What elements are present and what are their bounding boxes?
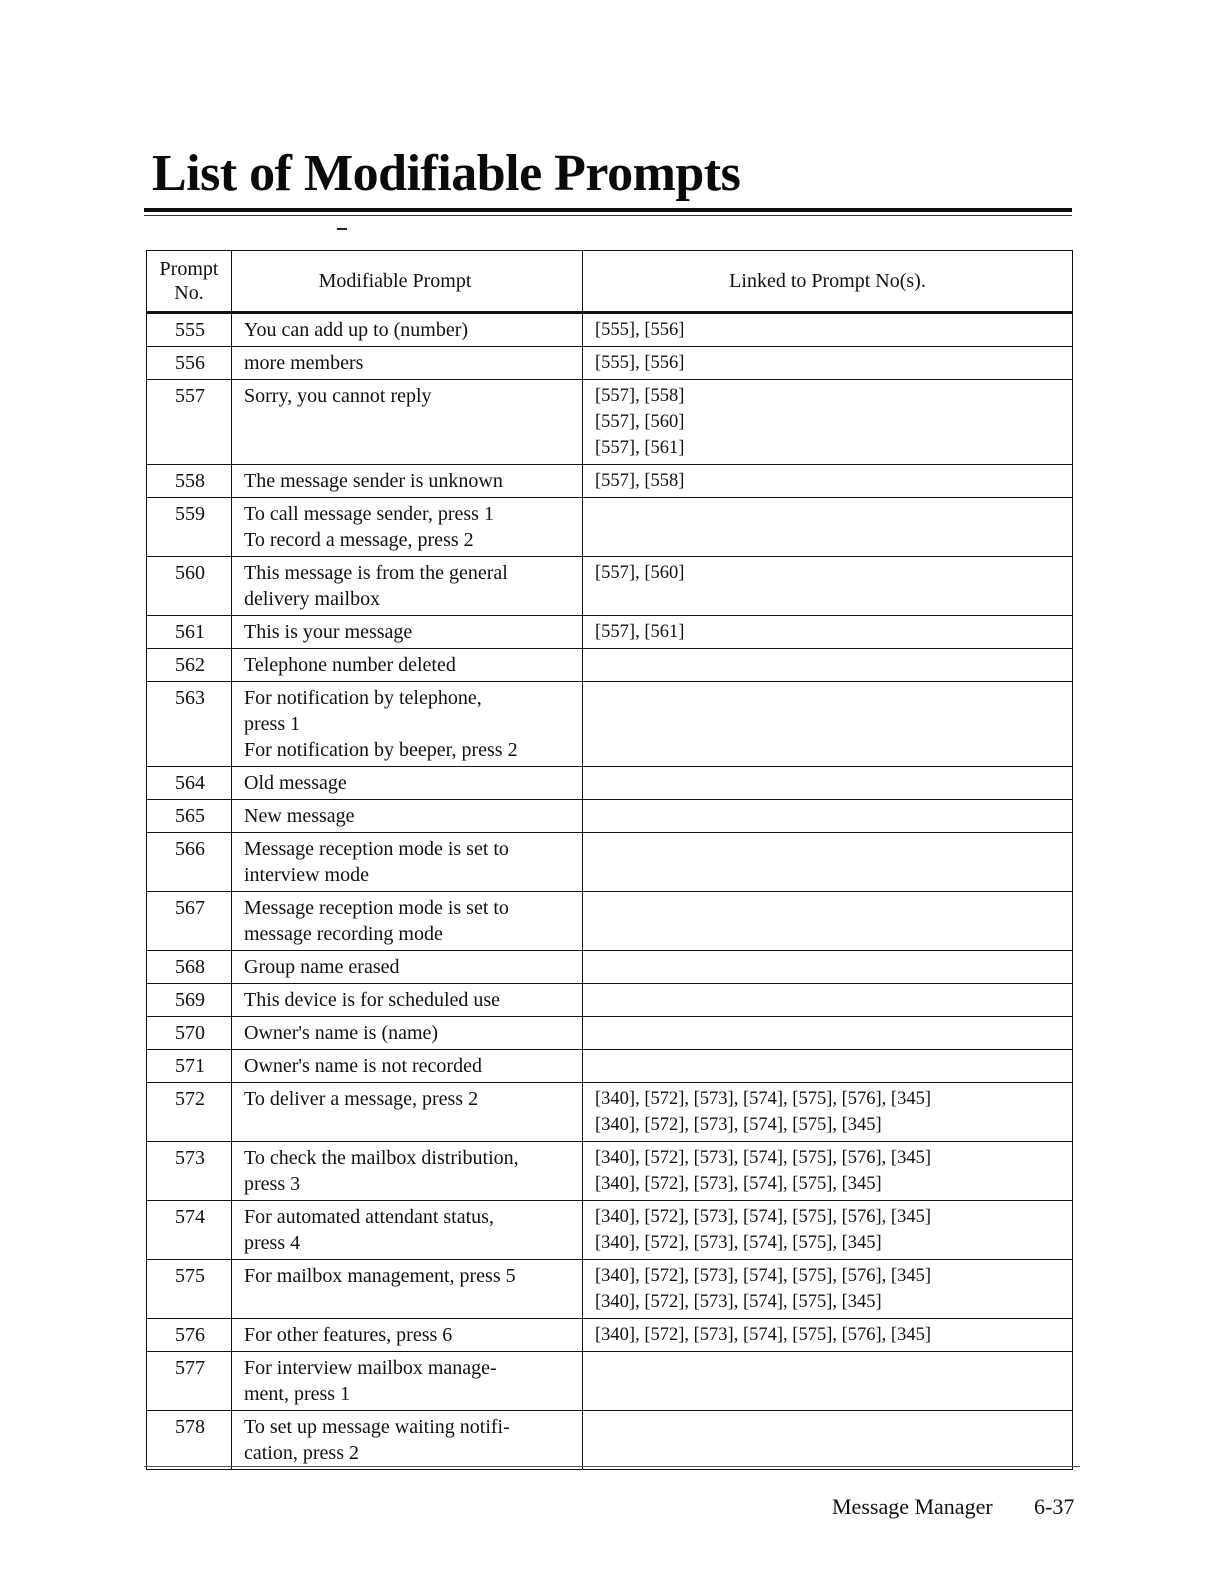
table-row [147,951,1073,984]
cell-prompt-no: 566 [147,833,232,892]
cell-prompt-no: 575 [147,1260,232,1319]
cell-modifiable-prompt: Telephone number deleted [232,649,583,682]
table-row [147,1201,1073,1260]
cell-modifiable-prompt: Sorry, you cannot reply [232,380,583,465]
cell-prompt-no: 560 [147,557,232,616]
table-row [147,1319,1073,1352]
table-row [147,465,1073,498]
table-row [147,649,1073,682]
cell-linked-prompts: [340], [572], [573], [574], [575], [576], [345] [583,1319,1073,1352]
cell-prompt-no: 574 [147,1201,232,1260]
footer-section-label: Message Manager [832,1494,993,1519]
cell-linked-prompts [583,1411,1073,1470]
cell-prompt-no: 559 [147,498,232,557]
cell-linked-prompts: [555], [556] [583,313,1073,347]
cell-prompt-no: 564 [147,767,232,800]
cell-modifiable-prompt: Owner's name is (name) [232,1017,583,1050]
table-row [147,800,1073,833]
cell-modifiable-prompt: The message sender is unknown [232,465,583,498]
cell-linked-prompts [583,1050,1073,1083]
cell-modifiable-prompt: For automated attendant status, press 4 [232,1201,583,1260]
cell-prompt-no: 558 [147,465,232,498]
cell-linked-prompts: [340], [572], [573], [574], [575], [576], [345] [340], [572], [573], [574], [575], [345] [583,1260,1073,1319]
cell-linked-prompts [583,951,1073,984]
cell-prompt-no: 567 [147,892,232,951]
table-row [147,833,1073,892]
table-row [147,682,1073,767]
cell-modifiable-prompt: To call message sender, press 1 To record a message, press 2 [232,498,583,557]
cell-linked-prompts [583,800,1073,833]
table-row [147,1017,1073,1050]
cell-prompt-no: 573 [147,1142,232,1201]
cell-modifiable-prompt: Owner's name is not recorded [232,1050,583,1083]
cell-linked-prompts [583,649,1073,682]
scan-mark [337,228,347,230]
cell-prompt-no: 556 [147,347,232,380]
cell-modifiable-prompt: You can add up to (number) [232,313,583,347]
cell-linked-prompts: [557], [560] [583,557,1073,616]
cell-prompt-no: 569 [147,984,232,1017]
cell-linked-prompts [583,892,1073,951]
header-linked-prompts: Linked to Prompt No(s). [583,251,1073,313]
footer-page-number: 6-37 [1034,1494,1075,1519]
cell-prompt-no: 555 [147,313,232,347]
table-row [147,380,1073,465]
title-rule-thick [144,208,1072,212]
cell-linked-prompts [583,1352,1073,1411]
cell-modifiable-prompt: For mailbox management, press 5 [232,1260,583,1319]
table-row [147,767,1073,800]
table-row [147,892,1073,951]
cell-prompt-no: 562 [147,649,232,682]
header-modifiable-prompt: Modifiable Prompt [232,251,583,313]
cell-prompt-no: 565 [147,800,232,833]
table-row [147,1352,1073,1411]
cell-prompt-no: 572 [147,1083,232,1142]
table-row [147,1142,1073,1201]
cell-modifiable-prompt: For other features, press 6 [232,1319,583,1352]
cell-modifiable-prompt: Message reception mode is set to message recording mode [232,892,583,951]
cell-prompt-no: 568 [147,951,232,984]
cell-modifiable-prompt: This device is for scheduled use [232,984,583,1017]
cell-prompt-no: 570 [147,1017,232,1050]
table-row [147,1411,1073,1470]
cell-linked-prompts [583,833,1073,892]
cell-prompt-no: 571 [147,1050,232,1083]
cell-modifiable-prompt: For notification by telephone, press 1 For notification by beeper, press 2 [232,682,583,767]
table-row [147,313,1073,347]
cell-prompt-no: 561 [147,616,232,649]
footer-rule [144,1466,1080,1467]
cell-linked-prompts: [340], [572], [573], [574], [575], [576], [345] [340], [572], [573], [574], [575], [345] [583,1201,1073,1260]
cell-prompt-no: 576 [147,1319,232,1352]
cell-linked-prompts: [340], [572], [573], [574], [575], [576], [345] [340], [572], [573], [574], [575], [345] [583,1083,1073,1142]
table-row [147,347,1073,380]
table-row [147,498,1073,557]
cell-modifiable-prompt: To set up message waiting notifi- cation, press 2 [232,1411,583,1470]
page-title: List of Modifiable Prompts [152,145,741,202]
cell-modifiable-prompt: Old message [232,767,583,800]
table-row [147,1050,1073,1083]
table-row [147,557,1073,616]
table-header [147,251,1073,313]
cell-prompt-no: 578 [147,1411,232,1470]
table-row [147,1260,1073,1319]
cell-prompt-no: 577 [147,1352,232,1411]
cell-modifiable-prompt: more members [232,347,583,380]
cell-modifiable-prompt: This message is from the general delivery mailbox [232,557,583,616]
cell-linked-prompts [583,682,1073,767]
cell-modifiable-prompt: To check the mailbox distribution, press 3 [232,1142,583,1201]
header-row [147,251,1073,313]
cell-linked-prompts: [340], [572], [573], [574], [575], [576], [345] [340], [572], [573], [574], [575], [345] [583,1142,1073,1201]
cell-linked-prompts [583,498,1073,557]
cell-linked-prompts: [557], [558] [557], [560] [557], [561] [583,380,1073,465]
table-row [147,616,1073,649]
prompts-table [146,250,1073,1470]
cell-prompt-no: 563 [147,682,232,767]
header-prompt-no-text: Prompt No. [159,258,219,304]
table-row [147,984,1073,1017]
cell-prompt-no: 557 [147,380,232,465]
cell-modifiable-prompt: Message reception mode is set to interview mode [232,833,583,892]
cell-modifiable-prompt: New message [232,800,583,833]
cell-linked-prompts: [555], [556] [583,347,1073,380]
title-rule-thin [144,215,1072,216]
cell-modifiable-prompt: To deliver a message, press 2 [232,1083,583,1142]
header-prompt-no [147,251,232,313]
table-body [147,313,1073,1470]
cell-linked-prompts: [557], [561] [583,616,1073,649]
cell-modifiable-prompt: This is your message [232,616,583,649]
cell-linked-prompts [583,767,1073,800]
cell-modifiable-prompt: Group name erased [232,951,583,984]
cell-modifiable-prompt: For interview mailbox manage- ment, press 1 [232,1352,583,1411]
table-row [147,1083,1073,1142]
cell-linked-prompts: [557], [558] [583,465,1073,498]
cell-linked-prompts [583,1017,1073,1050]
cell-linked-prompts [583,984,1073,1017]
